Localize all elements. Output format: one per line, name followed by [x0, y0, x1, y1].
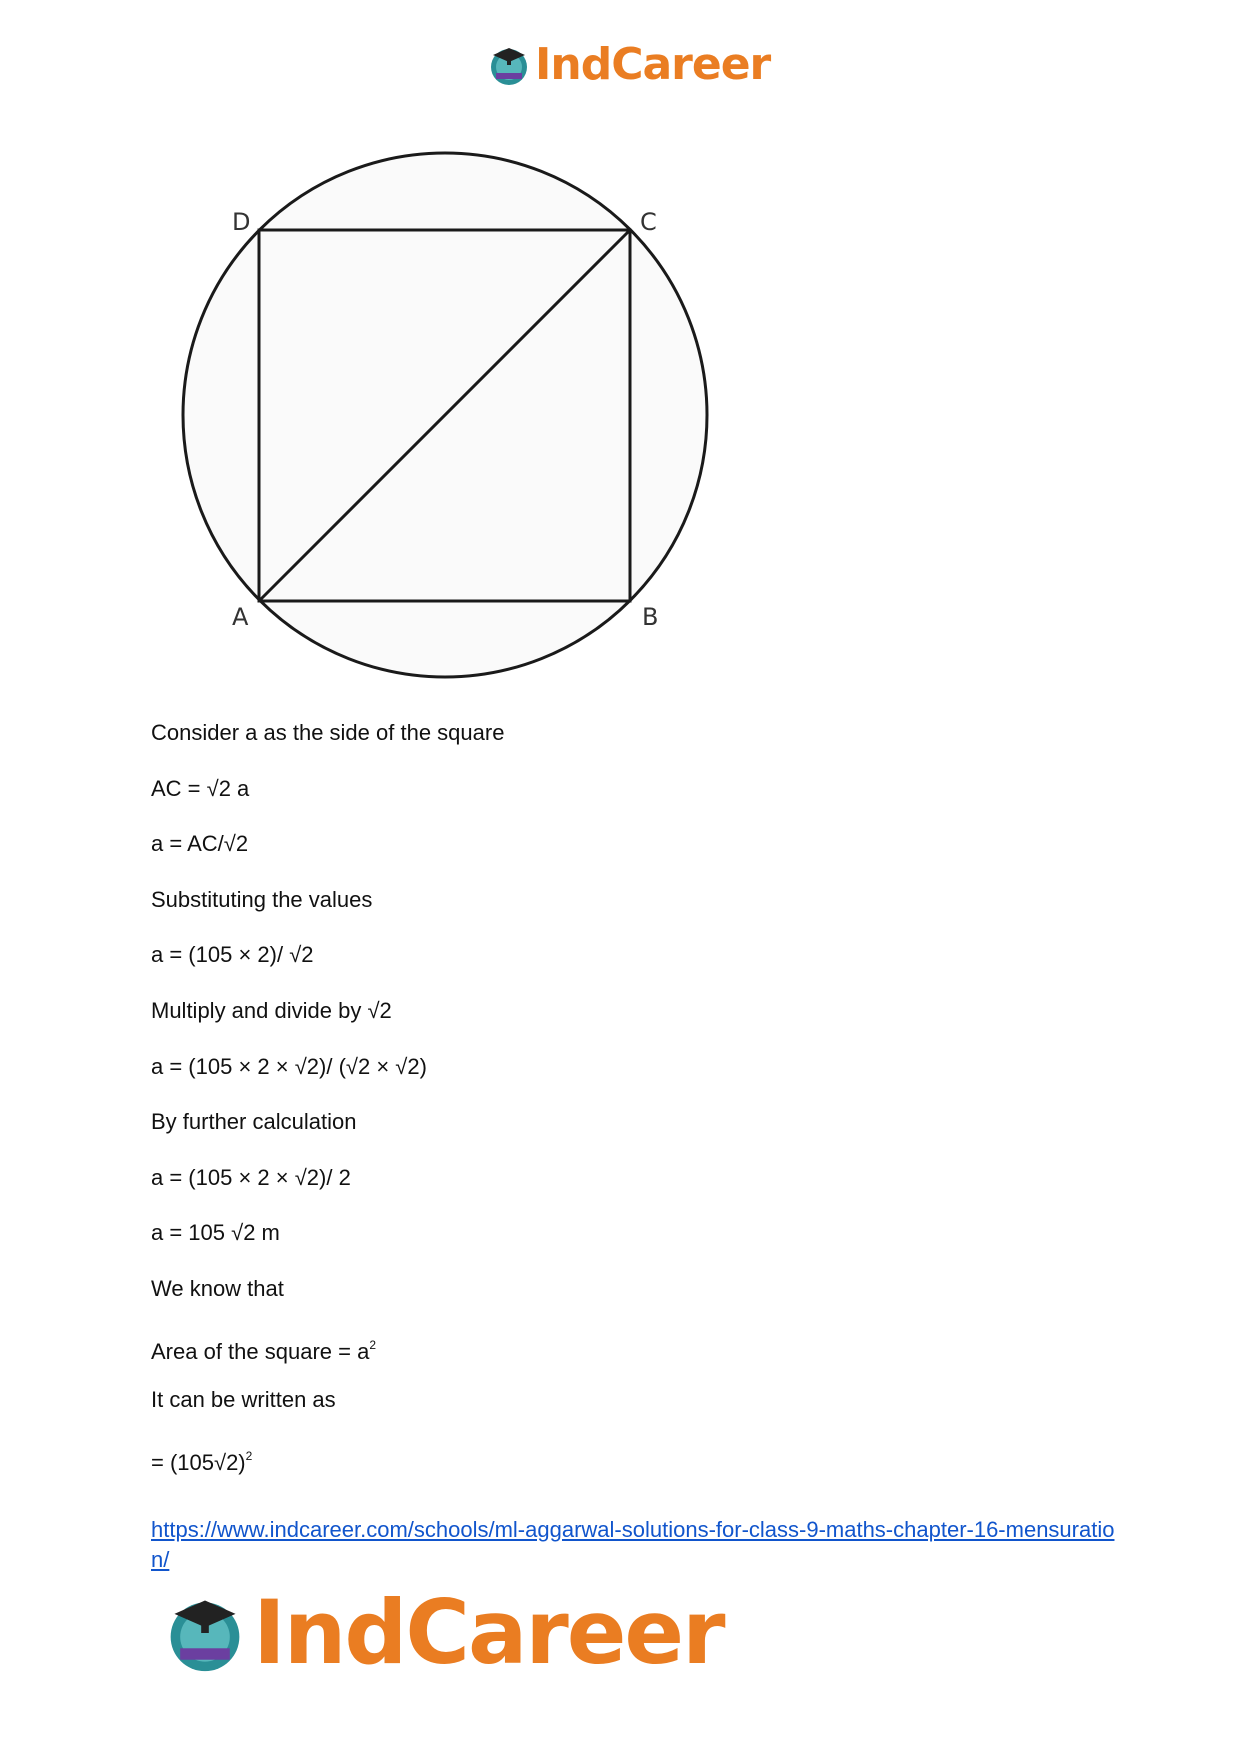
solution-line: Substituting the values [151, 886, 373, 912]
solution-line: a = (105 × 2 × √2)/ 2 [151, 1164, 351, 1190]
solution-content [151, 719, 1111, 1497]
superscript: 2 [369, 1337, 377, 1352]
solution-line: Multiply and divide by √2 [151, 997, 392, 1023]
label-d: D [232, 208, 251, 236]
graduation-globe-icon [163, 1591, 247, 1675]
solution-line: Consider a as the side of the square [151, 720, 505, 745]
source-link[interactable]: https://www.indcareer.com/schools/ml-aggarwal-solutions-for-class-9-maths-chapter-16-mensuration/ [151, 1517, 1115, 1572]
solution-line: AC = √2 a [151, 775, 250, 801]
solution-line: a = AC/√2 [151, 831, 249, 857]
header-logo [487, 40, 770, 90]
superscript: 2 [245, 1448, 253, 1463]
footer-logo-text: IndCareer [253, 1581, 724, 1684]
solution-line: a = 105 √2 m [151, 1220, 280, 1246]
graduation-globe-icon [487, 43, 531, 87]
label-a: A [232, 603, 249, 631]
footer-logo [163, 1581, 724, 1684]
header-logo-text: IndCareer [535, 39, 771, 90]
solution-line: It can be written as [151, 1387, 336, 1413]
solution-line: Area of the square = $a^2$ [151, 1337, 377, 1364]
solution-line: = $(105√2)^2$ [151, 1448, 253, 1475]
circle-square-figure [170, 145, 720, 685]
solution-line: a = (105 × 2)/ √2 [151, 942, 314, 968]
label-b: B [642, 603, 659, 631]
solution-line: We know that [151, 1275, 284, 1301]
solution-line: a = (105 × 2 × √2)/ (√2 × √2) [151, 1053, 427, 1079]
label-c: C [640, 208, 657, 236]
solution-line: By further calculation [151, 1109, 357, 1135]
